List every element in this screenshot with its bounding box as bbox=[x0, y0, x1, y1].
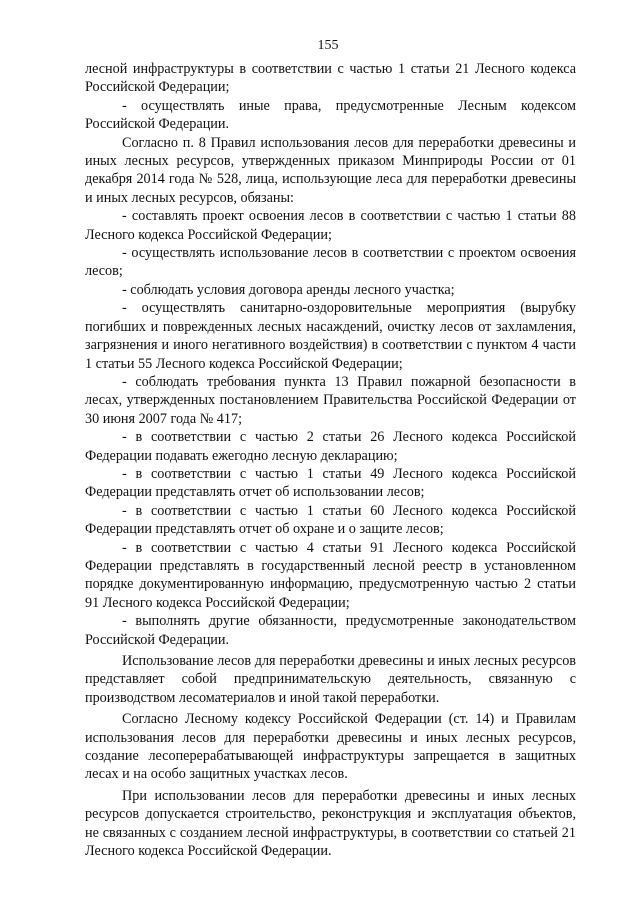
list-item-use-report: - в соответствии с частью 1 статьи 49 Лесного кодекса Российской Федерации представлять отчет об использовании лесов; bbox=[85, 465, 576, 501]
list-item-use-per-project: - осуществлять использование лесов в соответствии с проектом освоения лесов; bbox=[85, 245, 576, 280]
list-item-development-project: - составлять проект освоения лесов в соответствии с частью 1 статьи 88 Лесного кодекса Российской Федерации; bbox=[85, 208, 576, 243]
paragraph-infrastructure-ban: Согласно Лесному кодексу Российской Федерации (ст. 14) и Правилам использования лесов для переработки древесины и иных лесных ресурсов, создание лесоперерабатывающей инфраструктуры запрещается в защитных лесах и на особо защитных участках лесов. bbox=[85, 711, 576, 783]
paragraph-construction: При использовании лесов для переработки древесины и иных лесных ресурсов допускается строительство, реконструкция и эксплуатация объектов, не связанных с созданием лесной инфраструктуры, в соответствии со статьей 21 Лесного кодекса Российской Федерации. bbox=[85, 787, 576, 860]
list-item-protection-report: - в соответствии с частью 1 статьи 60 Лесного кодекса Российской Федерации представлять отчет об охране и о защите лесов; bbox=[85, 502, 576, 538]
list-item-sanitary-measures: - осуществлять санитарно-оздоровительные мероприятия (вырубку погибших и поврежденных лесных насаждений, очистку лесов от захламления, загрязнения и иного негативного воздействия) в соответствии с пунктом 4 части 1 статьи 55 Лесного кодекса Российской Федерации; bbox=[85, 300, 576, 372]
list-item-lease-terms: - соблюдать условия договора аренды лесного участка; bbox=[122, 281, 455, 298]
list-item-other-duties: - выполнять другие обязанности, предусмотренные законодательством Российской Федерации. bbox=[85, 613, 576, 648]
page-number: 155 bbox=[317, 38, 339, 53]
list-item-forest-declaration: - в соответствии с частью 2 статьи 26 Лесного кодекса Российской Федерации подавать ежегодно лесную декларацию; bbox=[85, 429, 576, 464]
list-item-forest-registry: - в соответствии с частью 4 статьи 91 Лесного кодекса Российской Федерации представлять в государственный лесной реестр в установленном порядке документированную информацию, предусмотренную частью 2 статьи 91 Лесного кодекса Российской Федерации; bbox=[85, 539, 576, 611]
list-item-fire-safety: - соблюдать требования пункта 13 Правил пожарной безопасности в лесах, утвержденных постановлением Правительства Российской Федерации от 30 июня 2007 года № 417; bbox=[85, 373, 576, 427]
paragraph-continuation: лесной инфраструктуры в соответствии с частью 1 статьи 21 Лесного кодекса Российской Федерации; bbox=[85, 61, 576, 96]
paragraph-entrepreneurial: Использование лесов для переработки древесины и иных лесных ресурсов представляет собой предпринимательскую деятельность, связанную с производством лесоматериалов и иной такой переработки. bbox=[85, 653, 576, 706]
list-item-other-rights: - осуществлять иные права, предусмотренные Лесным кодексом Российской Федерации. bbox=[85, 97, 576, 133]
paragraph-obligations-intro: Согласно п. 8 Правил использования лесов для переработки древесины и иных лесных ресурсов, утвержденных приказом Минприроды России от 01 декабря 2014 года № 528, лица, использующие леса для переработки древесины и иных лесных ресурсов, обязаны: bbox=[85, 134, 576, 206]
document-body bbox=[85, 60, 576, 860]
